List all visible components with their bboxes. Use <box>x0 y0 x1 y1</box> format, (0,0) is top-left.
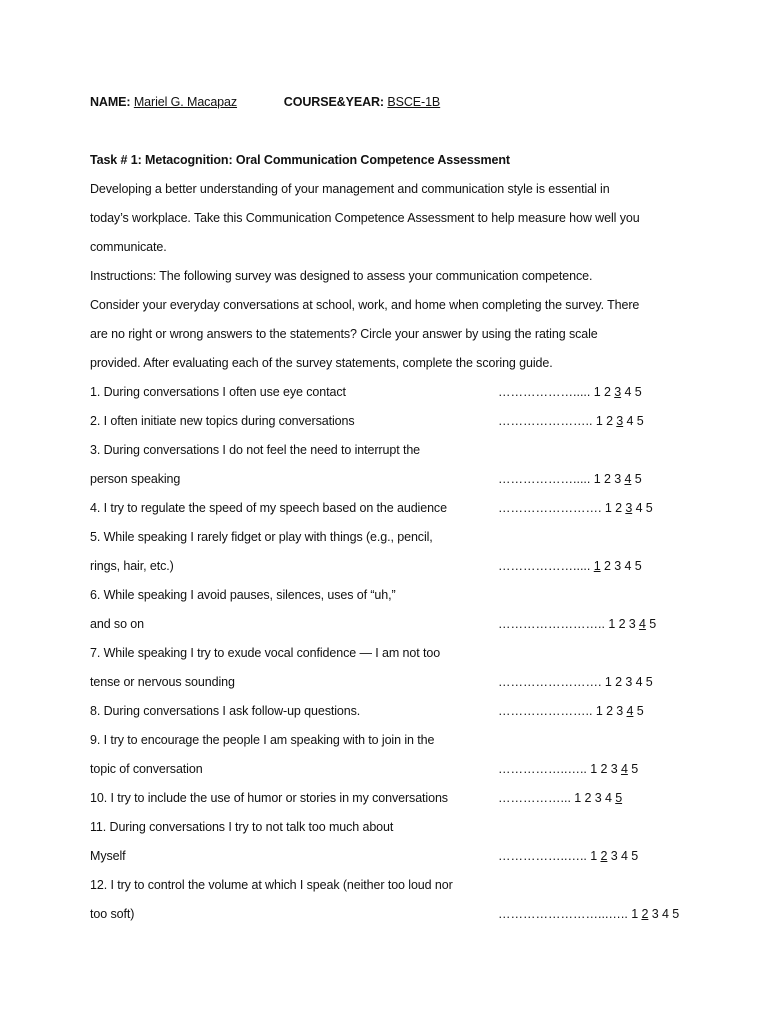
rating-option[interactable]: 2 <box>603 559 611 573</box>
survey-item-line <box>90 581 690 610</box>
rating-option[interactable]: 2 <box>618 617 626 631</box>
rating-option[interactable]: 2 <box>606 704 613 718</box>
rating-option[interactable]: 3 <box>625 501 633 515</box>
leader-dots: ……………..….. <box>498 762 587 776</box>
survey-statement: topic of conversation <box>90 762 203 776</box>
rating-scale <box>498 552 642 581</box>
rating-option[interactable]: 1 <box>604 675 612 689</box>
survey-item-line <box>90 755 690 784</box>
instructions-paragraph <box>90 262 690 378</box>
rating-option[interactable]: 4 <box>626 414 634 428</box>
leader-dots: ………………..... <box>498 385 591 399</box>
survey-statement: 4. I try to regulate the speed of my speech based on the audience <box>90 501 447 515</box>
survey-statement: 8. During conversations I ask follow-up questions. <box>90 704 361 718</box>
rating-option[interactable]: 1 <box>593 385 601 399</box>
rating-option[interactable]: 5 <box>649 617 657 631</box>
rating-option[interactable]: 5 <box>672 907 680 921</box>
rating-option[interactable]: 5 <box>645 501 653 515</box>
survey-statement: 6. While speaking I avoid pauses, silences, uses of “uh,” <box>90 588 396 602</box>
survey-statement: tense or nervous sounding <box>90 675 235 689</box>
survey-statement: 9. I try to encourage the people I am speaking with to join in the <box>90 733 435 747</box>
intro-line: Developing a better understanding of your management and communication style is essential in <box>90 182 610 196</box>
rating-scale <box>498 407 644 436</box>
survey-statement: 12. I try to control the volume at which I speak (neither too loud nor <box>90 878 453 892</box>
survey-statement: Myself <box>90 849 126 863</box>
rating-option[interactable]: 4 <box>635 675 643 689</box>
name-label: NAME: <box>90 95 131 109</box>
intro-paragraph <box>90 175 690 262</box>
instruction-line: are no right or wrong answers to the statements? Circle your answer by using the rating scale <box>90 327 598 341</box>
rating-option[interactable]: 5 <box>645 675 653 689</box>
survey-item-line <box>90 465 690 494</box>
rating-option[interactable]: 3 <box>614 472 622 486</box>
rating-option[interactable]: 4 <box>620 762 628 776</box>
survey-item-line <box>90 523 690 552</box>
rating-option[interactable]: 4 <box>626 704 634 718</box>
rating-option[interactable]: 2 <box>600 762 608 776</box>
survey-statement: 7. While speaking I try to exude vocal confidence — I am not too <box>90 646 441 660</box>
rating-option[interactable]: 3 <box>614 559 622 573</box>
rating-option[interactable]: 4 <box>624 559 632 573</box>
rating-option[interactable]: 5 <box>634 385 642 399</box>
document-page <box>90 88 690 929</box>
survey-item-line <box>90 407 690 436</box>
survey-statement: 5. While speaking I rarely fidget or play with things (e.g., pencil, <box>90 530 433 544</box>
rating-option[interactable]: 1 <box>595 414 603 428</box>
survey-statement: and so on <box>90 617 145 631</box>
rating-scale <box>498 465 642 494</box>
survey-item-line <box>90 842 690 871</box>
intro-line: today’s workplace. Take this Communication Competence Assessment to help measure how well you <box>90 211 640 225</box>
survey-item-line <box>90 668 690 697</box>
leader-dots: ……………………...….. <box>498 907 628 921</box>
rating-option[interactable]: 1 <box>608 617 616 631</box>
leader-dots: …………………….. <box>498 617 605 631</box>
rating-option[interactable]: 4 <box>635 501 643 515</box>
survey-statement: 1. During conversations I often use eye contact <box>90 385 346 399</box>
survey-item-line <box>90 871 690 900</box>
rating-option[interactable]: 3 <box>614 385 622 399</box>
leader-dots: ……………………. <box>498 675 602 689</box>
rating-option[interactable]: 1 <box>593 472 601 486</box>
rating-scale <box>498 610 656 639</box>
rating-option[interactable]: 1 <box>604 501 612 515</box>
leader-dots: ……………... <box>498 791 571 805</box>
rating-option[interactable]: 2 <box>606 414 613 428</box>
rating-option[interactable]: 3 <box>616 414 624 428</box>
leader-dots: ………………..... <box>498 472 591 486</box>
survey-statement: 2. I often initiate new topics during conversations <box>90 414 355 428</box>
rating-option[interactable]: 1 <box>595 704 603 718</box>
rating-option[interactable]: 4 <box>661 907 669 921</box>
rating-scale <box>498 668 653 697</box>
rating-option[interactable]: 5 <box>634 472 642 486</box>
survey-statement: 10. I try to include the use of humor or stories in my conversations <box>90 791 448 805</box>
survey-item-line <box>90 639 690 668</box>
rating-option[interactable]: 5 <box>631 849 639 863</box>
survey-statement: 3. During conversations I do not feel the need to interrupt the <box>90 443 421 457</box>
instruction-line: Instructions: The following survey was designed to assess your communication competence. <box>90 269 593 283</box>
rating-scale <box>498 842 638 871</box>
task-title: Task # 1: Metacognition: Oral Communication Competence Assessment <box>90 153 510 167</box>
rating-option[interactable]: 2 <box>641 907 649 921</box>
rating-option[interactable]: 3 <box>651 907 659 921</box>
rating-option[interactable]: 4 <box>605 791 612 805</box>
rating-option[interactable]: 5 <box>615 791 623 805</box>
rating-scale <box>498 900 679 929</box>
leader-dots: ……………..….. <box>498 849 587 863</box>
rating-scale <box>498 378 642 407</box>
rating-option[interactable]: 4 <box>620 849 628 863</box>
survey-item-line <box>90 784 690 813</box>
rating-option[interactable]: 5 <box>636 704 644 718</box>
course-value: BSCE-1B <box>387 95 441 109</box>
survey-item-line <box>90 726 690 755</box>
leader-dots: ………………….. <box>498 704 593 718</box>
instruction-line: provided. After evaluating each of the survey statements, complete the scoring guide. <box>90 356 553 370</box>
rating-option[interactable]: 2 <box>603 385 611 399</box>
survey-item-line <box>90 610 690 639</box>
rating-scale <box>498 755 638 784</box>
rating-option[interactable]: 4 <box>624 385 632 399</box>
course-label: COURSE&YEAR: <box>283 95 384 109</box>
survey-item-line <box>90 813 690 842</box>
survey-item-line <box>90 552 690 581</box>
survey-statement: 11. During conversations I try to not talk too much about <box>90 820 394 834</box>
intro-line: communicate. <box>90 240 167 254</box>
rating-option[interactable]: 1 <box>590 849 598 863</box>
rating-option[interactable]: 5 <box>634 559 642 573</box>
survey-item-line <box>90 697 690 726</box>
rating-option[interactable]: 3 <box>628 617 636 631</box>
rating-scale <box>498 697 644 726</box>
leader-dots: ……………………. <box>498 501 602 515</box>
survey-item-line <box>90 900 690 929</box>
rating-option[interactable]: 3 <box>594 791 602 805</box>
rating-scale <box>498 494 653 523</box>
survey-items <box>90 378 690 929</box>
name-value: Mariel G. Macapaz <box>133 95 238 109</box>
survey-statement: too soft) <box>90 907 135 921</box>
rating-option[interactable]: 5 <box>631 762 639 776</box>
rating-option[interactable]: 3 <box>610 762 618 776</box>
survey-item-line <box>90 494 690 523</box>
rating-option[interactable]: 1 <box>593 559 601 573</box>
leader-dots: ………………..... <box>498 559 591 573</box>
rating-scale <box>498 784 622 813</box>
student-header <box>90 88 690 117</box>
rating-option[interactable]: 1 <box>574 791 582 805</box>
leader-dots: ………………….. <box>498 414 593 428</box>
rating-option[interactable]: 1 <box>590 762 598 776</box>
rating-option[interactable]: 3 <box>610 849 618 863</box>
survey-item-line <box>90 436 690 465</box>
rating-option[interactable]: 3 <box>616 704 624 718</box>
survey-statement: person speaking <box>90 472 181 486</box>
rating-option[interactable]: 2 <box>615 675 622 689</box>
rating-option[interactable]: 1 <box>631 907 639 921</box>
rating-option[interactable]: 2 <box>603 472 611 486</box>
rating-option[interactable]: 2 <box>615 501 622 515</box>
instruction-line: Consider your everyday conversations at school, work, and home when completing the survey. There <box>90 298 640 312</box>
rating-option[interactable]: 2 <box>584 791 592 805</box>
rating-option[interactable]: 2 <box>600 849 608 863</box>
rating-option[interactable]: 4 <box>624 472 632 486</box>
rating-option[interactable]: 4 <box>639 617 646 631</box>
rating-option[interactable]: 5 <box>636 414 644 428</box>
rating-option[interactable]: 3 <box>625 675 633 689</box>
survey-statement: rings, hair, etc.) <box>90 559 174 573</box>
survey-item-line <box>90 378 690 407</box>
